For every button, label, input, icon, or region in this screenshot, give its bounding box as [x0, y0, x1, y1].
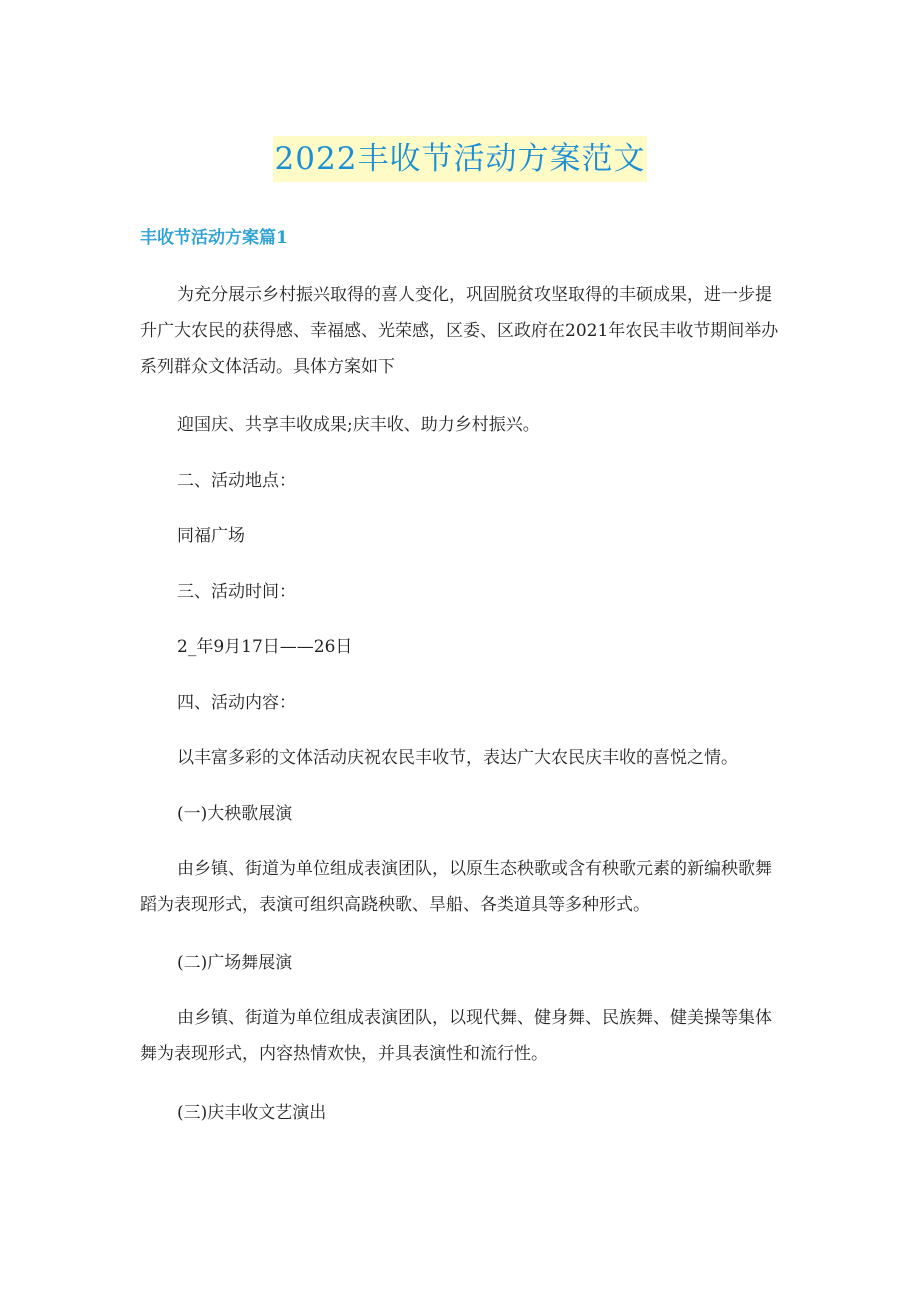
item3-heading: (三)庆丰收文艺演出 — [177, 1103, 327, 1123]
intro-paragraph: 为充分展示乡村振兴取得的喜人变化，巩固脱贫攻坚取得的丰硕成果，进一步提升广大农民的获得感、幸福感、光荣感，区委、区政府在2021年农民丰收节期间举办系列群众文体活动。具体方案如下 — [140, 285, 779, 377]
item1-body: 由乡镇、街道为单位组成表演团队，以原生态秧歌或含有秧歌元素的新编秧歌舞蹈为表现形式，表演可组织高跷秧歌、旱船、各类道具等多种形式。 — [140, 859, 772, 915]
time-heading: 三、活动时间： — [177, 582, 296, 602]
item1-heading: (一)大秧歌展演 — [177, 804, 293, 824]
item2-heading: (二)广场舞展演 — [177, 953, 293, 973]
content-summary: 以丰富多彩的文体活动庆祝农民丰收节，表达广大农民庆丰收的喜悦之情。 — [177, 748, 738, 768]
title-container — [0, 136, 920, 182]
section-heading: 丰收节活动方案篇1 — [140, 228, 288, 248]
theme-line: 迎国庆、共享丰收成果;庆丰收、助力乡村振兴。 — [177, 415, 540, 435]
location-heading: 二、活动地点： — [177, 471, 296, 491]
content-heading: 四、活动内容： — [177, 693, 296, 713]
location-text: 同福广场 — [177, 526, 245, 546]
item2-body: 由乡镇、街道为单位组成表演团队，以现代舞、健身舞、民族舞、健美操等集体舞为表现形式，内容热情欢快，并具表演性和流行性。 — [140, 1008, 772, 1064]
time-text: 2_年9月17日——26日 — [177, 637, 353, 657]
document-title: 2022丰收节活动方案范文 — [273, 136, 648, 182]
